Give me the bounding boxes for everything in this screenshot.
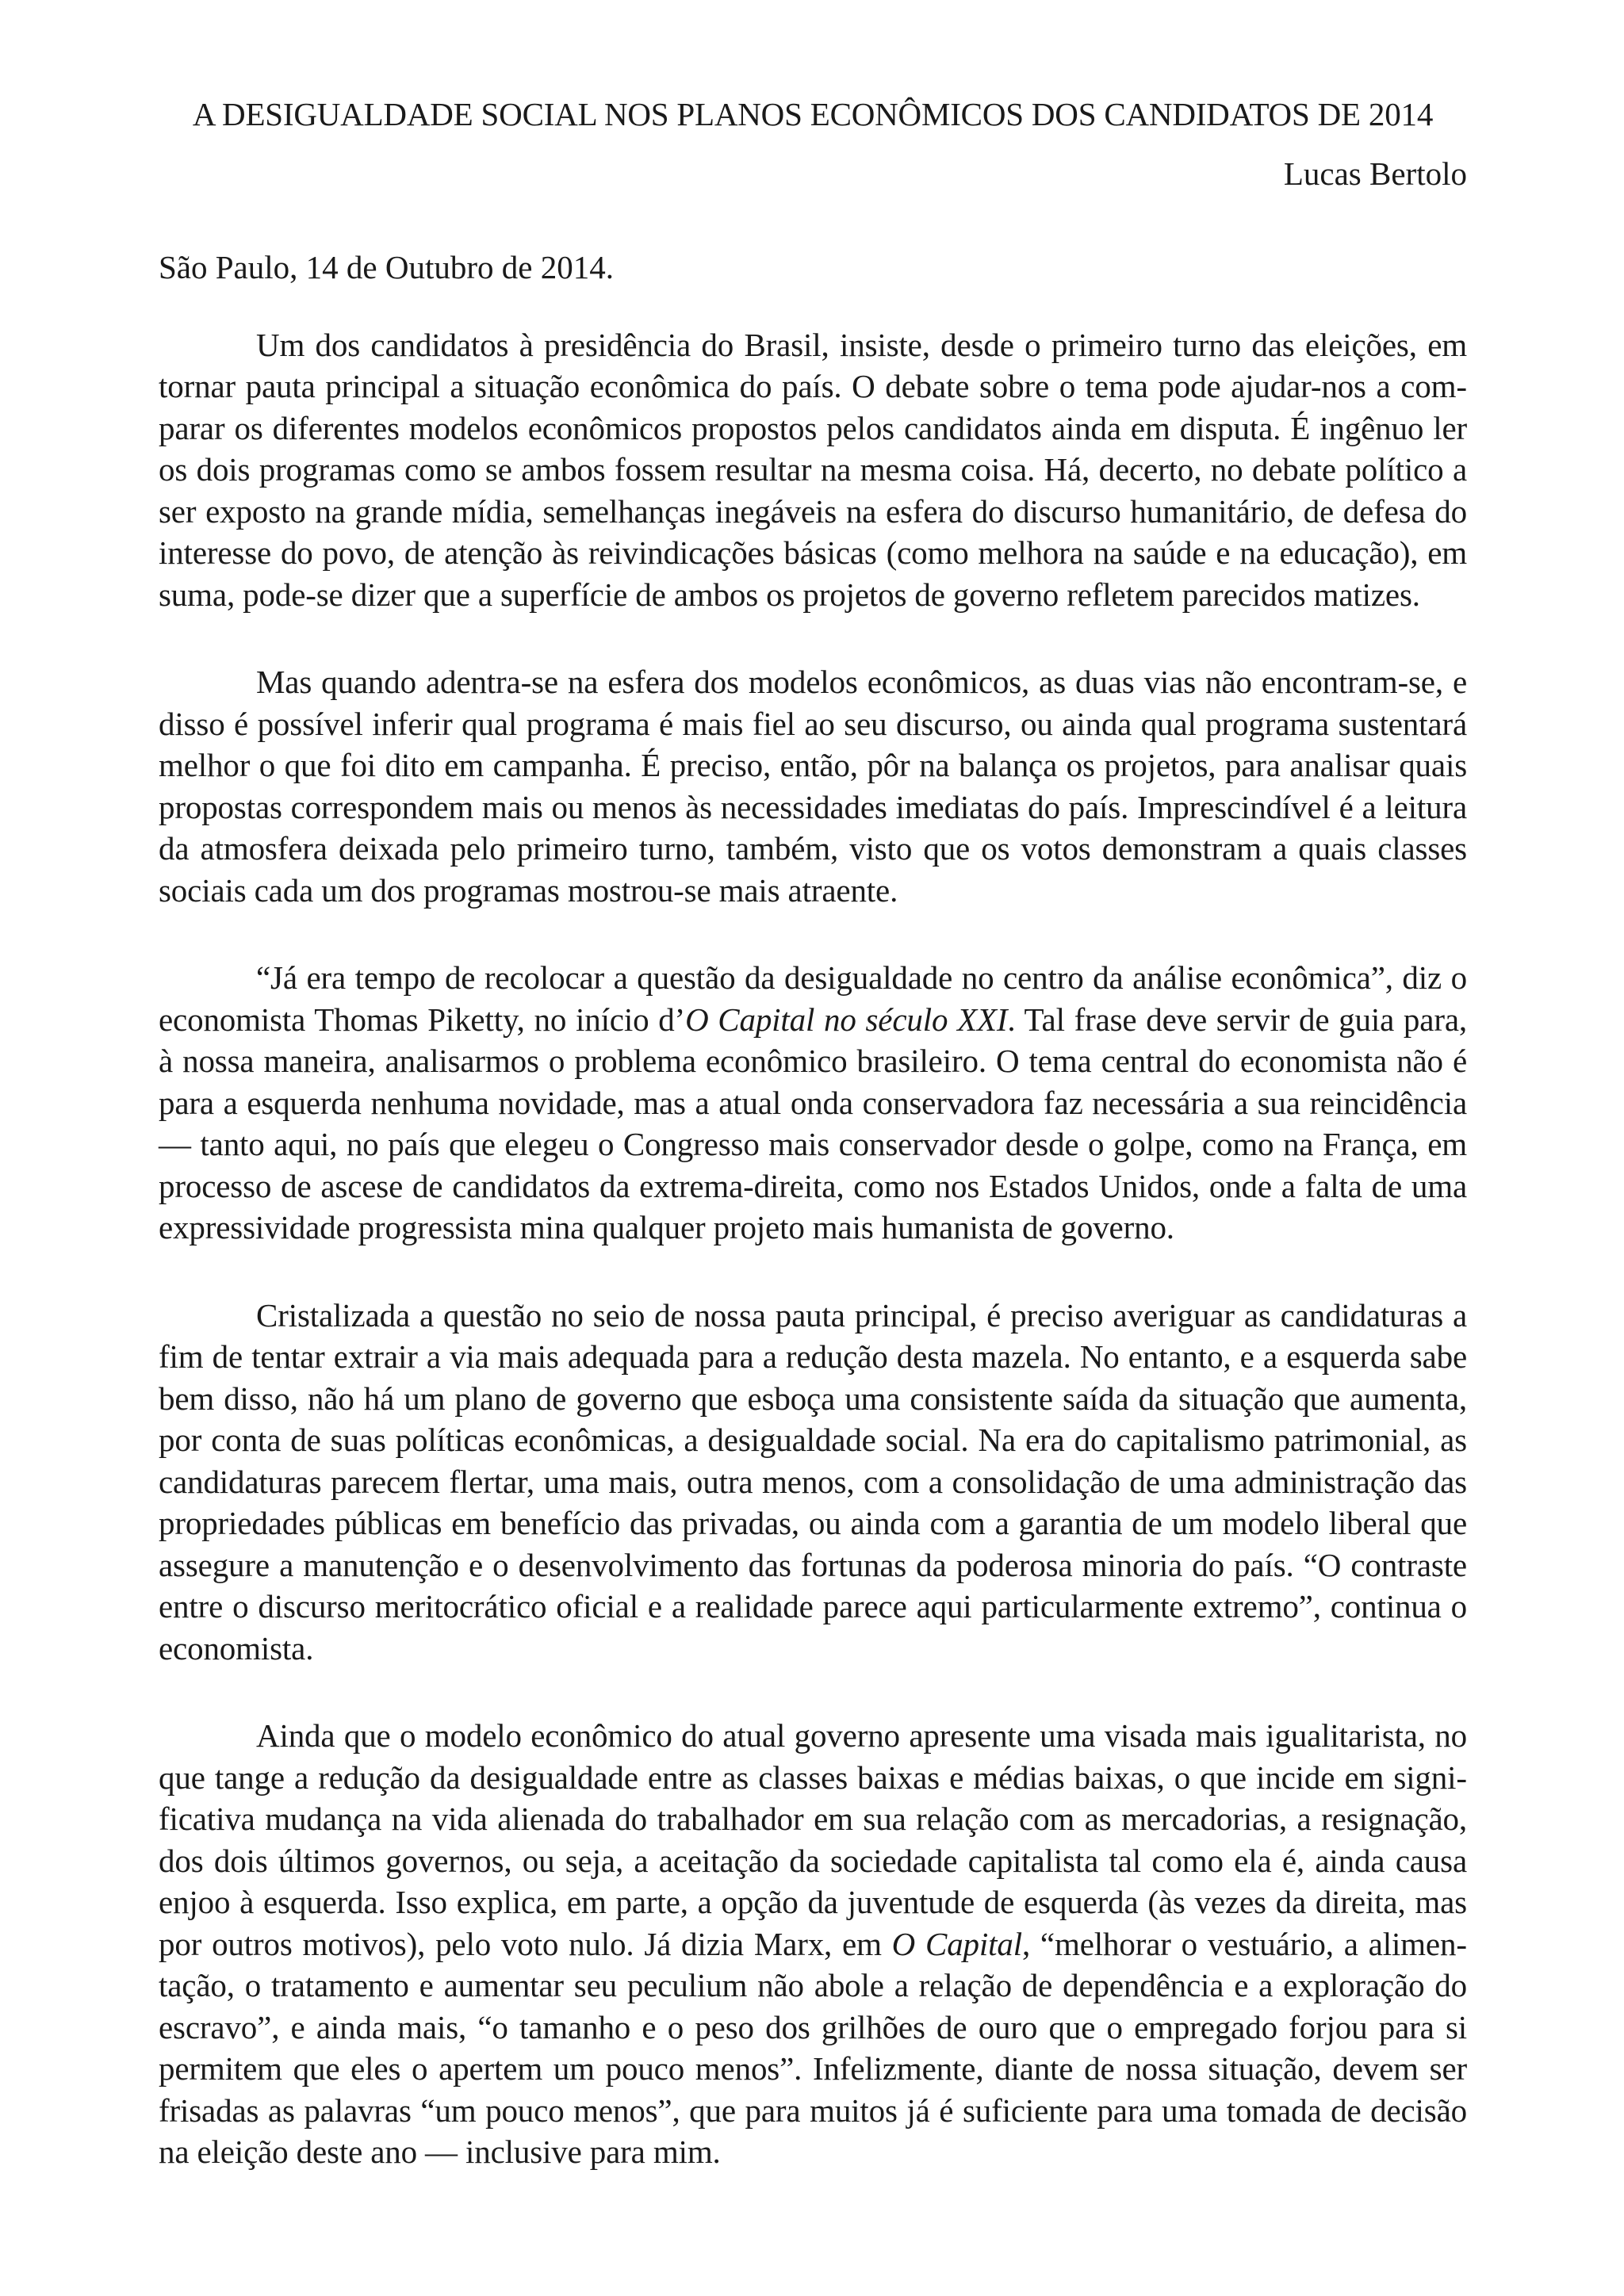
book-title-capital: O Capital	[891, 1925, 1022, 1962]
document-page	[159, 94, 1467, 2173]
book-title-capital-xxi: O Capital no século XXI	[685, 1001, 1008, 1038]
paragraph-2: Mas quando adentra-se na esfera dos modelos econômicos, as duas vias não encontram-se, e disso é possível inferir qual programa é mais fiel ao seu discurso, ou ainda qual programa sustentará melhor o que foi dito em campanha. É preciso, então, pôr na balança os projetos, para analisar quais propostas correspondem mais ou menos às necessidades imediatas do país. Imprescindível é a leitura da atmosfera deixada pelo primeiro turno, também, visto que os votos demonstram a quais classes sociais cada um dos programas mostrou-se mais atraente.	[159, 664, 1467, 909]
author-name: Lucas Bertolo	[1283, 155, 1467, 192]
paragraph-5-text-after: , “melhorar o vestuário, a alimentação, o tratamento e aumentar seu peculium não abole a relação de dependência e a exploração do escravo”, e ainda mais, “o tamanho e o peso dos grilhões de ouro que o empregado forjou para si permitem que eles o apertem um pouco menos”. Infelizmente, diante de nossa situação, devem ser frisadas as palavras “um pouco menos”, que para muitos já é suficiente para uma tomada de decisão na eleição deste ano — inclusive para mim.	[159, 1925, 1467, 2170]
paragraph-1: Um dos candidatos à presidência do Brasil, insiste, desde o primeiro turno das eleições, em tornar pauta principal a situação econômica do país. O debate sobre o tema pode ajudar-nos a comparar os diferentes modelos econômicos propostos pelos candidatos ainda em disputa. É ingênuo ler os dois programas como se ambos fossem resultar na mesma coisa. Há, decerto, no debate político a ser exposto na grande mídia, semelhanças inegáveis na esfera do discurso humanitário, de defesa do interesse do povo, de atenção às reivindicações básicas (como melhora na saúde e na educação), em suma, pode-se dizer que a superfície de ambos os projetos de governo refletem parecidos matizes.	[159, 326, 1467, 613]
paragraph-3-text-before: “Já era tempo de recolocar a questão da desigualdade no centro da análise econômica”, diz o economista Thomas Piketty, no início d’	[159, 959, 1467, 1038]
dateline: São Paulo, 14 de Outubro de 2014.	[159, 249, 614, 285]
paragraph-4: Cristalizada a questão no seio de nossa pauta principal, é preciso averiguar as candidaturas a fim de tentar extrair a via mais adequada para a redução desta mazela. No entanto, e a esquerda sabe bem disso, não há um plano de governo que esboça uma consistente saída da situação que aumenta, por conta de suas políticas econômicas, a desigualdade social. Na era do capitalismo patrimonial, as candidaturas parecem flertar, uma mais, outra menos, com a consolidação de uma administração das propriedades públicas em benefício das privadas, ou ainda com a garantia de um modelo liberal que assegure a manutenção e o desenvolvimento das fortunas da poderosa minoria do país. “O contraste entre o discurso meritocrático oficial e a realidade parece aqui particularmente extremo”, continua o economista.	[159, 1296, 1467, 1667]
paragraph-3	[159, 957, 1467, 1249]
paragraph-3-text-after: . Tal frase deve servir de guia para, à nossa maneira, analisarmos o problema econômico brasileiro. O tema central do economista não é para a esquerda nenhuma novidade, mas a atual onda conservadora faz necessária a sua reincidência — tanto aqui, no país que elegeu o Congresso mais conservador desde o golpe, como na França, em processo de ascese de candidatos da extrema-direita, como nos Estados Unidos, onde a falta de uma expressividade progressista mina qualquer projeto mais humanista de governo.	[159, 1001, 1467, 1246]
paragraph-5-text-before: Ainda que o modelo econômico do atual governo apresente uma visada mais igualitarista, no que tange a redução da desigualdade entre as classes baixas e médias baixas, o que incide em significativa mudança na vida alienada do trabalhador em sua relação com as mercadorias, a resignação, dos dois últimos governos, ou seja, a aceitação da sociedade capitalista tal como ela é, ainda causa enjoo à esquerda. Isso explica, em parte, a opção da juventude de esquerda (às vezes da direita, mas por outros motivos), pelo voto nulo. Já dizia Marx, em	[159, 1717, 1467, 1962]
paragraph-5	[159, 1715, 1467, 2173]
document-title: A DESIGUALDADE SOCIAL NOS PLANOS ECONÔMICOS DOS CANDIDATOS DE 2014	[192, 96, 1434, 132]
